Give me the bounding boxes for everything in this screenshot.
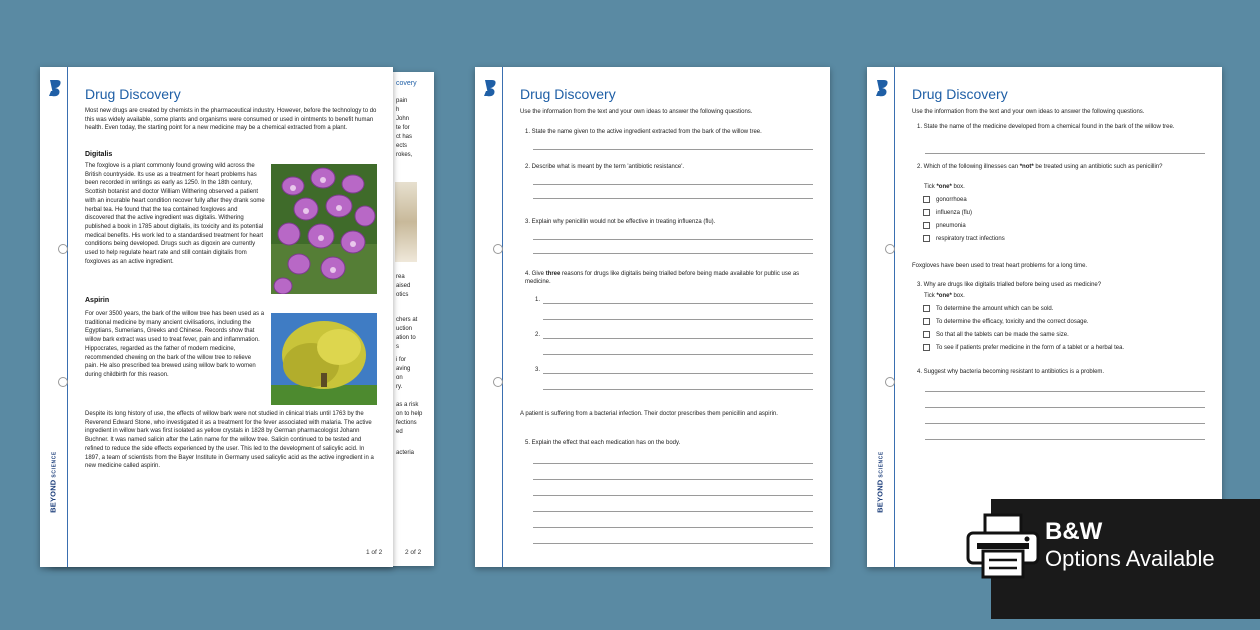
beyond-logo-icon xyxy=(47,79,63,97)
worksheet-page-1 xyxy=(40,67,393,567)
answer-line xyxy=(533,184,813,185)
aspirin-paragraph-2: Despite its long history of use, the effects of willow bark were not studied in clinical trials until 1763 by the Reverend Edward Stone, who investigated it as a treatment for the fever associated with malaria. The active ingredient in willow bark was first isolated as yellow crystals in 1828 by German pharmacologist Johann Buchner. It was named salicin after the Latin name for the willow tree. Salicin continued to be tested and refined to reduce the side effects experienced by the user. This led to the development of salicylic acid. In 1897, a team of scientists from the Bayer Institute in Germany used salicylic acid as the active ingredient in a new medicine called aspirin. xyxy=(85,411,374,470)
answer-line xyxy=(533,543,813,544)
punch-hole xyxy=(885,377,895,387)
brand-sidebar xyxy=(867,67,895,567)
back-fragment: pain xyxy=(396,98,408,104)
beyond-logo-icon xyxy=(874,79,890,97)
back-fragment: rokes, xyxy=(396,152,413,158)
punch-hole xyxy=(493,377,503,387)
back-fragment: h xyxy=(396,107,400,113)
worksheet-page-3 xyxy=(867,67,1222,567)
list-marker: 2. xyxy=(535,332,541,338)
answer-line xyxy=(533,239,813,240)
back-fragment: otics xyxy=(396,292,409,298)
answer-line xyxy=(533,253,813,254)
list-marker: 1. xyxy=(535,297,541,303)
answer-line xyxy=(533,479,813,480)
checkbox-option[interactable]: To determine the amount which can be sold. xyxy=(923,305,1053,312)
brand-wordmark: BEYONDSCIENCE xyxy=(48,451,58,513)
answer-line xyxy=(925,391,1205,392)
question-1: 1. State the name given to the active ingredient extracted from the bark of the willow tree. xyxy=(525,129,762,135)
brand-wordmark: BEYONDSCIENCE xyxy=(875,451,885,513)
badge-title: B&W xyxy=(1045,518,1103,545)
back-fragment: aised xyxy=(396,283,411,289)
foxglove-photo xyxy=(271,164,377,294)
beyond-logo-icon xyxy=(482,79,498,97)
scenario-text: A patient is suffering from a bacterial infection. Their doctor prescribes them penicillin and aspirin. xyxy=(520,411,778,417)
checkbox[interactable] xyxy=(923,235,930,242)
back-fragment: on to help xyxy=(396,411,423,417)
answer-line xyxy=(925,407,1205,408)
back-fragment: as a risk xyxy=(396,402,419,408)
answer-line xyxy=(925,439,1205,440)
checkbox-option[interactable]: To determine the efficacy, toxicity and the correct dosage. xyxy=(923,318,1089,325)
answer-line xyxy=(533,149,813,150)
answer-line xyxy=(543,389,813,390)
question-1: 1. State the name of the medicine developed from a chemical found in the bark of the willow tree. xyxy=(917,124,1175,130)
back-fragment: ects xyxy=(396,143,408,149)
page-title: Drug Discovery xyxy=(520,86,616,102)
tick-instruction: Tick *one* box. xyxy=(924,184,965,190)
question-5: 5. Explain the effect that each medication has on the body. xyxy=(525,440,681,446)
punch-hole xyxy=(58,244,68,254)
digitalis-paragraph: The foxglove is a plant commonly found growing wild across the British countryside. Its use as a treatment for heart problems has been recorded in writings as early as 1250. In the 18th century, Scottish botanist and doctor William Withering observed a patient with an incurable heart condition recover fully after they drank some herbal tea. He found that the tea contained foxgloves and discovered that the active ingredient was digitalis. Withering published a book in 1785 about digitalis, its toxicity and its potential medical benefits. His work led to a standardised treatment for heart conditions being developed. Drugs such as digoxin are currently used to help regulate heart rate and still contain digitalis from foxgloves as an active ingredient. xyxy=(85,163,265,265)
question-3: 3. Explain why penicillin would not be effective in treating influenza (flu). xyxy=(525,219,716,225)
checkbox[interactable] xyxy=(923,209,930,216)
checkbox[interactable] xyxy=(923,331,930,338)
back-fragment: covery xyxy=(396,80,417,87)
bw-options-badge xyxy=(991,499,1260,619)
aspirin-paragraph: For over 3500 years, the bark of the willow tree has been used as a traditional medicine by many ancient civilisations, including the Egyptians, Sumerians, Greeks and Chinese. Records show that willow bark extract was used to treat fever, pain and inflammation. Hippocrates, regarded as the father of modern medicine, recommended chewing on the bark of the willow tree to relieve pain. He also prescribed tea brewed using willow bark to women during childbirth for this reason. xyxy=(85,311,265,378)
answer-line xyxy=(533,198,813,199)
answer-line xyxy=(533,463,813,464)
checkbox-option[interactable]: To see if patients prefer medicine in the form of a tablet or a herbal tea. xyxy=(923,344,1124,351)
tick-instruction: Tick *one* box. xyxy=(924,293,965,299)
brand-sidebar xyxy=(475,67,503,567)
back-fragment: rea xyxy=(396,274,405,280)
checkbox[interactable] xyxy=(923,305,930,312)
back-fragment: ct has xyxy=(396,134,413,140)
answer-line xyxy=(543,354,813,355)
back-fragment: s xyxy=(396,344,399,350)
section-heading: Aspirin xyxy=(85,297,110,304)
back-fragment: aving xyxy=(396,366,411,372)
back-page-photo xyxy=(395,182,417,262)
punch-hole xyxy=(493,244,503,254)
page-number: 1 of 2 xyxy=(366,549,383,556)
back-fragment: ation to xyxy=(396,335,416,341)
checkbox-option[interactable]: influenza (flu) xyxy=(923,209,972,216)
brand-sidebar xyxy=(40,67,68,567)
checkbox-option[interactable]: gonorrhoea xyxy=(923,196,967,203)
answer-line xyxy=(925,423,1205,424)
question-2: 2. Which of the following illnesses can *not* be treated using an antibiotic such as penicillin? xyxy=(917,164,1163,170)
back-fragment: uction xyxy=(396,326,413,332)
checkbox[interactable] xyxy=(923,318,930,325)
checkbox[interactable] xyxy=(923,222,930,229)
back-fragment: te for xyxy=(396,125,410,131)
instructions: Use the information from the text and your own ideas to answer the following questions. xyxy=(912,109,1145,115)
page-title: Drug Discovery xyxy=(85,86,181,102)
answer-line xyxy=(543,303,813,304)
answer-line xyxy=(925,153,1205,154)
instructions: Use the information from the text and your own ideas to answer the following questions. xyxy=(520,109,753,115)
section-heading: Digitalis xyxy=(85,151,113,158)
back-fragment: acteria xyxy=(396,450,415,456)
question-4: 4. Suggest why bacteria becoming resistant to antibiotics is a problem. xyxy=(917,369,1105,375)
answer-line xyxy=(533,511,813,512)
page-number: 2 of 2 xyxy=(405,549,422,556)
question-3: 3. Why are drugs like digitalis trialled before being used as medicine? xyxy=(917,282,1102,288)
willow-tree-photo xyxy=(271,313,377,405)
question-2: 2. Describe what is meant by the term 'antibiotic resistance'. xyxy=(525,164,685,170)
answer-line xyxy=(543,319,813,320)
worksheet-page-2 xyxy=(475,67,830,567)
intro-paragraph: Most new drugs are created by chemists in the pharmaceutical industry. However, before the technology to do this was widely available, some plants and organisms were consumed or used in ointments to benefit human health. Even today, the starting point for a new medicine may be a chemical extracted from a plant. xyxy=(85,108,377,132)
page-title: Drug Discovery xyxy=(912,86,1008,102)
checkbox-option[interactable]: pneumonia xyxy=(923,222,966,229)
statement: Foxgloves have been used to treat heart problems for a long time. xyxy=(912,263,1088,269)
question-4: 4. Give three reasons for drugs like digitalis being trialled before being made available for public use as medicine. xyxy=(525,271,800,285)
back-fragment: fections xyxy=(396,420,417,426)
punch-hole xyxy=(58,377,68,387)
answer-line xyxy=(543,373,813,374)
back-fragment: i for xyxy=(396,357,407,363)
answer-line xyxy=(533,527,813,528)
checkbox[interactable] xyxy=(923,196,930,203)
answer-line xyxy=(543,338,813,339)
checkbox-option[interactable]: respiratory tract infections xyxy=(923,235,1005,242)
printer-icon xyxy=(965,513,1041,579)
back-fragment: ry. xyxy=(396,384,403,390)
checkbox-option[interactable]: So that all the tablets can be made the same size. xyxy=(923,331,1069,338)
back-fragment: on xyxy=(396,375,403,381)
back-fragment: ed xyxy=(396,429,403,435)
checkbox[interactable] xyxy=(923,344,930,351)
back-fragment: chers at xyxy=(396,317,418,323)
punch-hole xyxy=(885,244,895,254)
list-marker: 3. xyxy=(535,367,541,373)
badge-subtitle: Options Available xyxy=(1045,546,1215,571)
answer-line xyxy=(533,495,813,496)
back-fragment: John xyxy=(396,116,410,122)
